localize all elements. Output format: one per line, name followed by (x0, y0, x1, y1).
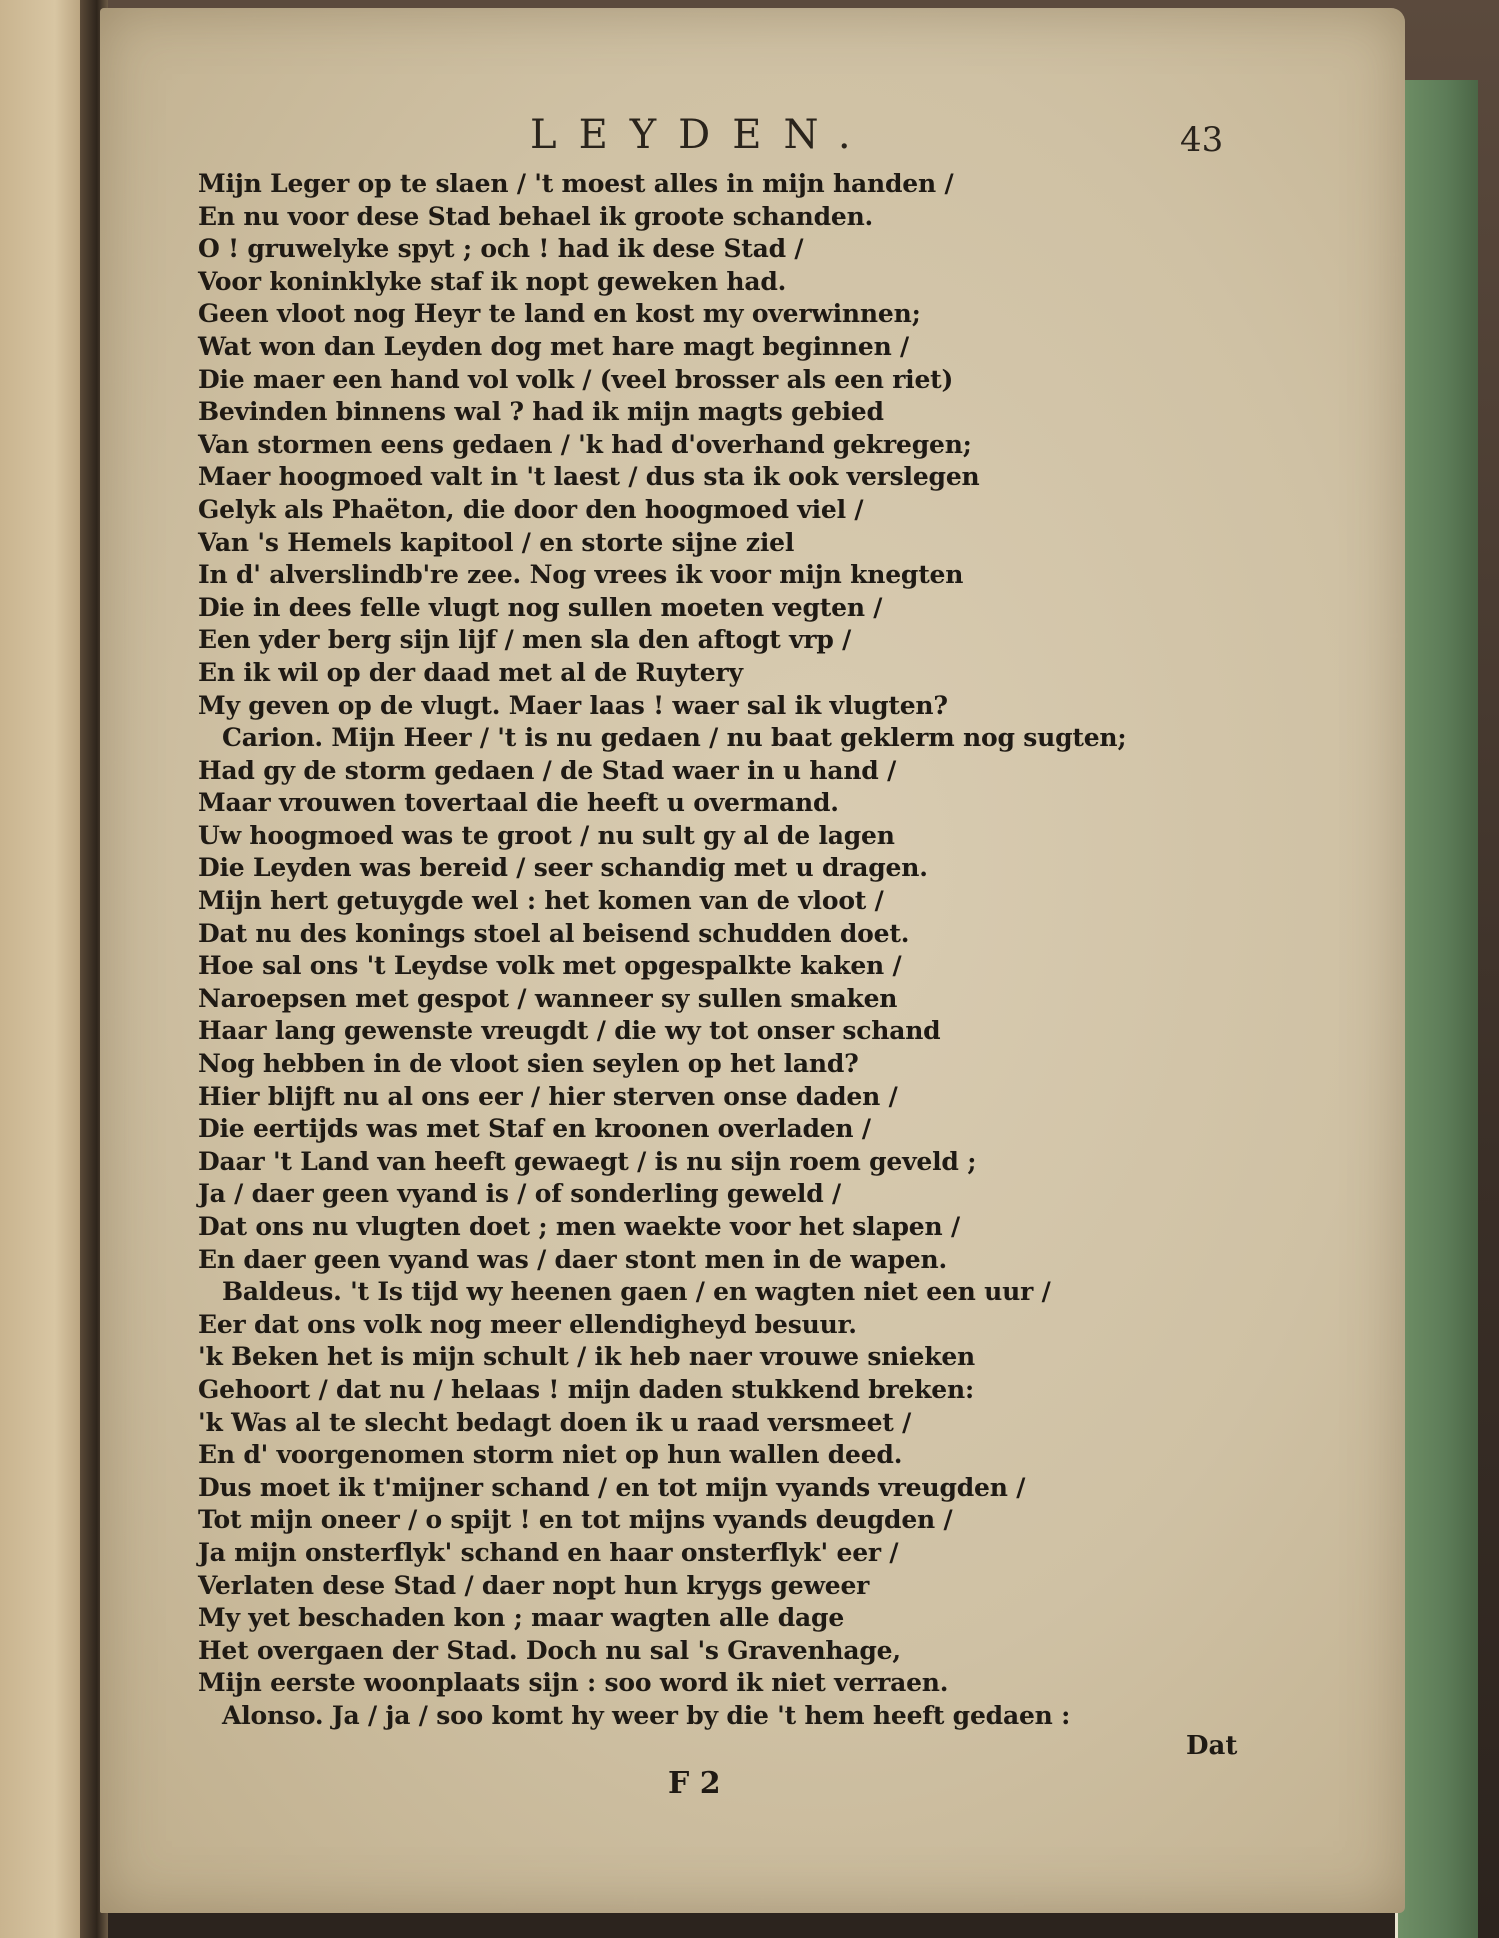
verse-line: Het overgaen der Stad. Doch nu sal 's Gravenhage, (198, 1635, 901, 1665)
verse-line: Voor koninklyke staf ik nopt geweken had. (198, 266, 787, 296)
verse-line: Dat ons nu vlugten doet ; men waekte voor het slapen / (198, 1212, 960, 1241)
verse-line: Haar lang gewenste vreugdt / die wy tot onser schand (198, 1016, 941, 1046)
verse-line: Gehoort / dat nu / helaas ! mijn daden stukkend breken: (198, 1374, 975, 1404)
verse-line: Nog hebben in de vloot sien seylen op het land? (198, 1049, 859, 1079)
verse-line: My geven op de vlugt. Maer laas ! waer sal ik vlugten? (198, 690, 948, 720)
verse-line: Tot mijn oneer / o spijt ! en tot mijns vyands deugden / (198, 1505, 953, 1535)
running-head: LEYDEN. (530, 112, 873, 158)
verse-line: Dus moet ik t'mijner schand / en tot mijn vyands vreugden / (198, 1472, 1026, 1502)
verse-line: Maer hoogmoed valt in 't laest / dus sta ik ook verslegen (198, 462, 980, 492)
verse-line: Naroepsen met gespot / wanneer sy sullen smaken (198, 983, 898, 1013)
book-cover-edge (1395, 80, 1478, 1938)
verse-line: Een yder berg sijn lijf / men sla den aftogt vrp / (198, 625, 852, 655)
book-page (100, 8, 1405, 1913)
page-footer (100, 1731, 1405, 1826)
speaker-line: Alonso. Ja / ja / soo komt hy weer by die 't hem heeft gedaen : (222, 1700, 1071, 1730)
page-number: 43 (1180, 120, 1224, 160)
verse-line: Ja mijn onsterflyk' schand en haar onsterflyk' eer / (198, 1537, 899, 1567)
verse-line: Mijn hert getuygde wel : het komen van de vloot / (198, 886, 884, 916)
verse-line: En ik wil op der daad met al de Ruytery (198, 657, 743, 687)
verse-line: O ! gruwelyke spyt ; och ! had ik dese Stad / (198, 234, 804, 264)
verse-text (198, 168, 1298, 1733)
verse-line: Die maer een hand vol volk / (veel brosser als een riet) (198, 364, 954, 394)
verse-line: 'k Beken het is mijn schult / ik heb naer vrouwe snieken (198, 1342, 976, 1372)
verse-line: Die Leyden was bereid / seer schandig met u dragen. (198, 853, 928, 883)
signature-mark: F 2 (668, 1766, 721, 1801)
verse-line: Van stormen eens gedaen / 'k had d'overhand gekregen; (198, 429, 972, 459)
verse-line: Ja / daer geen vyand is / of sonderling geweld / (198, 1179, 841, 1209)
verse-line: Had gy de storm gedaen / de Stad waer in u hand / (198, 755, 897, 785)
verse-line: Geen vloot nog Heyr te land en kost my overwinnen; (198, 299, 921, 329)
page-header (100, 112, 1405, 172)
verse-line: En nu voor dese Stad behael ik groote schanden. (198, 201, 874, 231)
verse-line: Mijn Leger op te slaen / 't moest alles in mijn handen / (198, 169, 954, 198)
verse-line: Hoe sal ons 't Leydse volk met opgespalkte kaken / (198, 951, 902, 981)
verse-line: 'k Was al te slecht bedagt doen ik u raad versmeet / (198, 1407, 912, 1437)
verse-line: In d' alverslindb're zee. Nog vrees ik voor mijn knegten (198, 560, 964, 590)
verse-line: Die eertijds was met Staf en kroonen overladen / (198, 1114, 871, 1144)
verse-line: Uw hoogmoed was te groot / nu sult gy al de lagen (198, 820, 895, 850)
verse-line: Bevinden binnens wal ? had ik mijn magts gebied (198, 397, 884, 427)
verse-line: Hier blijft nu al ons eer / hier sterven onse daden / (198, 1081, 898, 1111)
speaker-line: Carion. Mijn Heer / 't is nu gedaen / nu baat geklerm nog sugten; (222, 723, 1127, 753)
verse-line: Daar 't Land van heeft gewaegt / is nu sijn roem geveld ; (198, 1146, 977, 1176)
verse-line: Die in dees felle vlugt nog sullen moeten vegten / (198, 592, 883, 622)
speaker-line: Baldeus. 't Is tijd wy heenen gaen / en wagten niet een uur / (222, 1277, 1051, 1307)
catchword: Dat (1186, 1731, 1238, 1761)
verse-line: Gelyk als Phaëton, die door den hoogmoed viel / (198, 494, 864, 524)
verse-line: Eer dat ons volk nog meer ellendigheyd besuur. (198, 1309, 857, 1339)
verse-line: My yet beschaden kon ; maar wagten alle dage (198, 1603, 845, 1633)
verse-line: En d' voorgenomen storm niet op hun wallen deed. (198, 1440, 903, 1470)
verse-line: Wat won dan Leyden dog met hare magt beginnen / (198, 331, 909, 361)
verse-line: Van 's Hemels kapitool / en storte sijne ziel (198, 527, 795, 557)
verse-line: Mijn eerste woonplaats sijn : soo word ik niet verraen. (198, 1668, 949, 1698)
verse-line: Verlaten dese Stad / daer nopt hun krygs geweer (198, 1570, 870, 1600)
verse-line: Maar vrouwen tovertaal die heeft u overmand. (198, 788, 839, 818)
verse-line: Dat nu des konings stoel al beisend schudden doet. (198, 918, 910, 948)
verse-line: En daer geen vyand was / daer stont men in de wapen. (198, 1244, 947, 1274)
